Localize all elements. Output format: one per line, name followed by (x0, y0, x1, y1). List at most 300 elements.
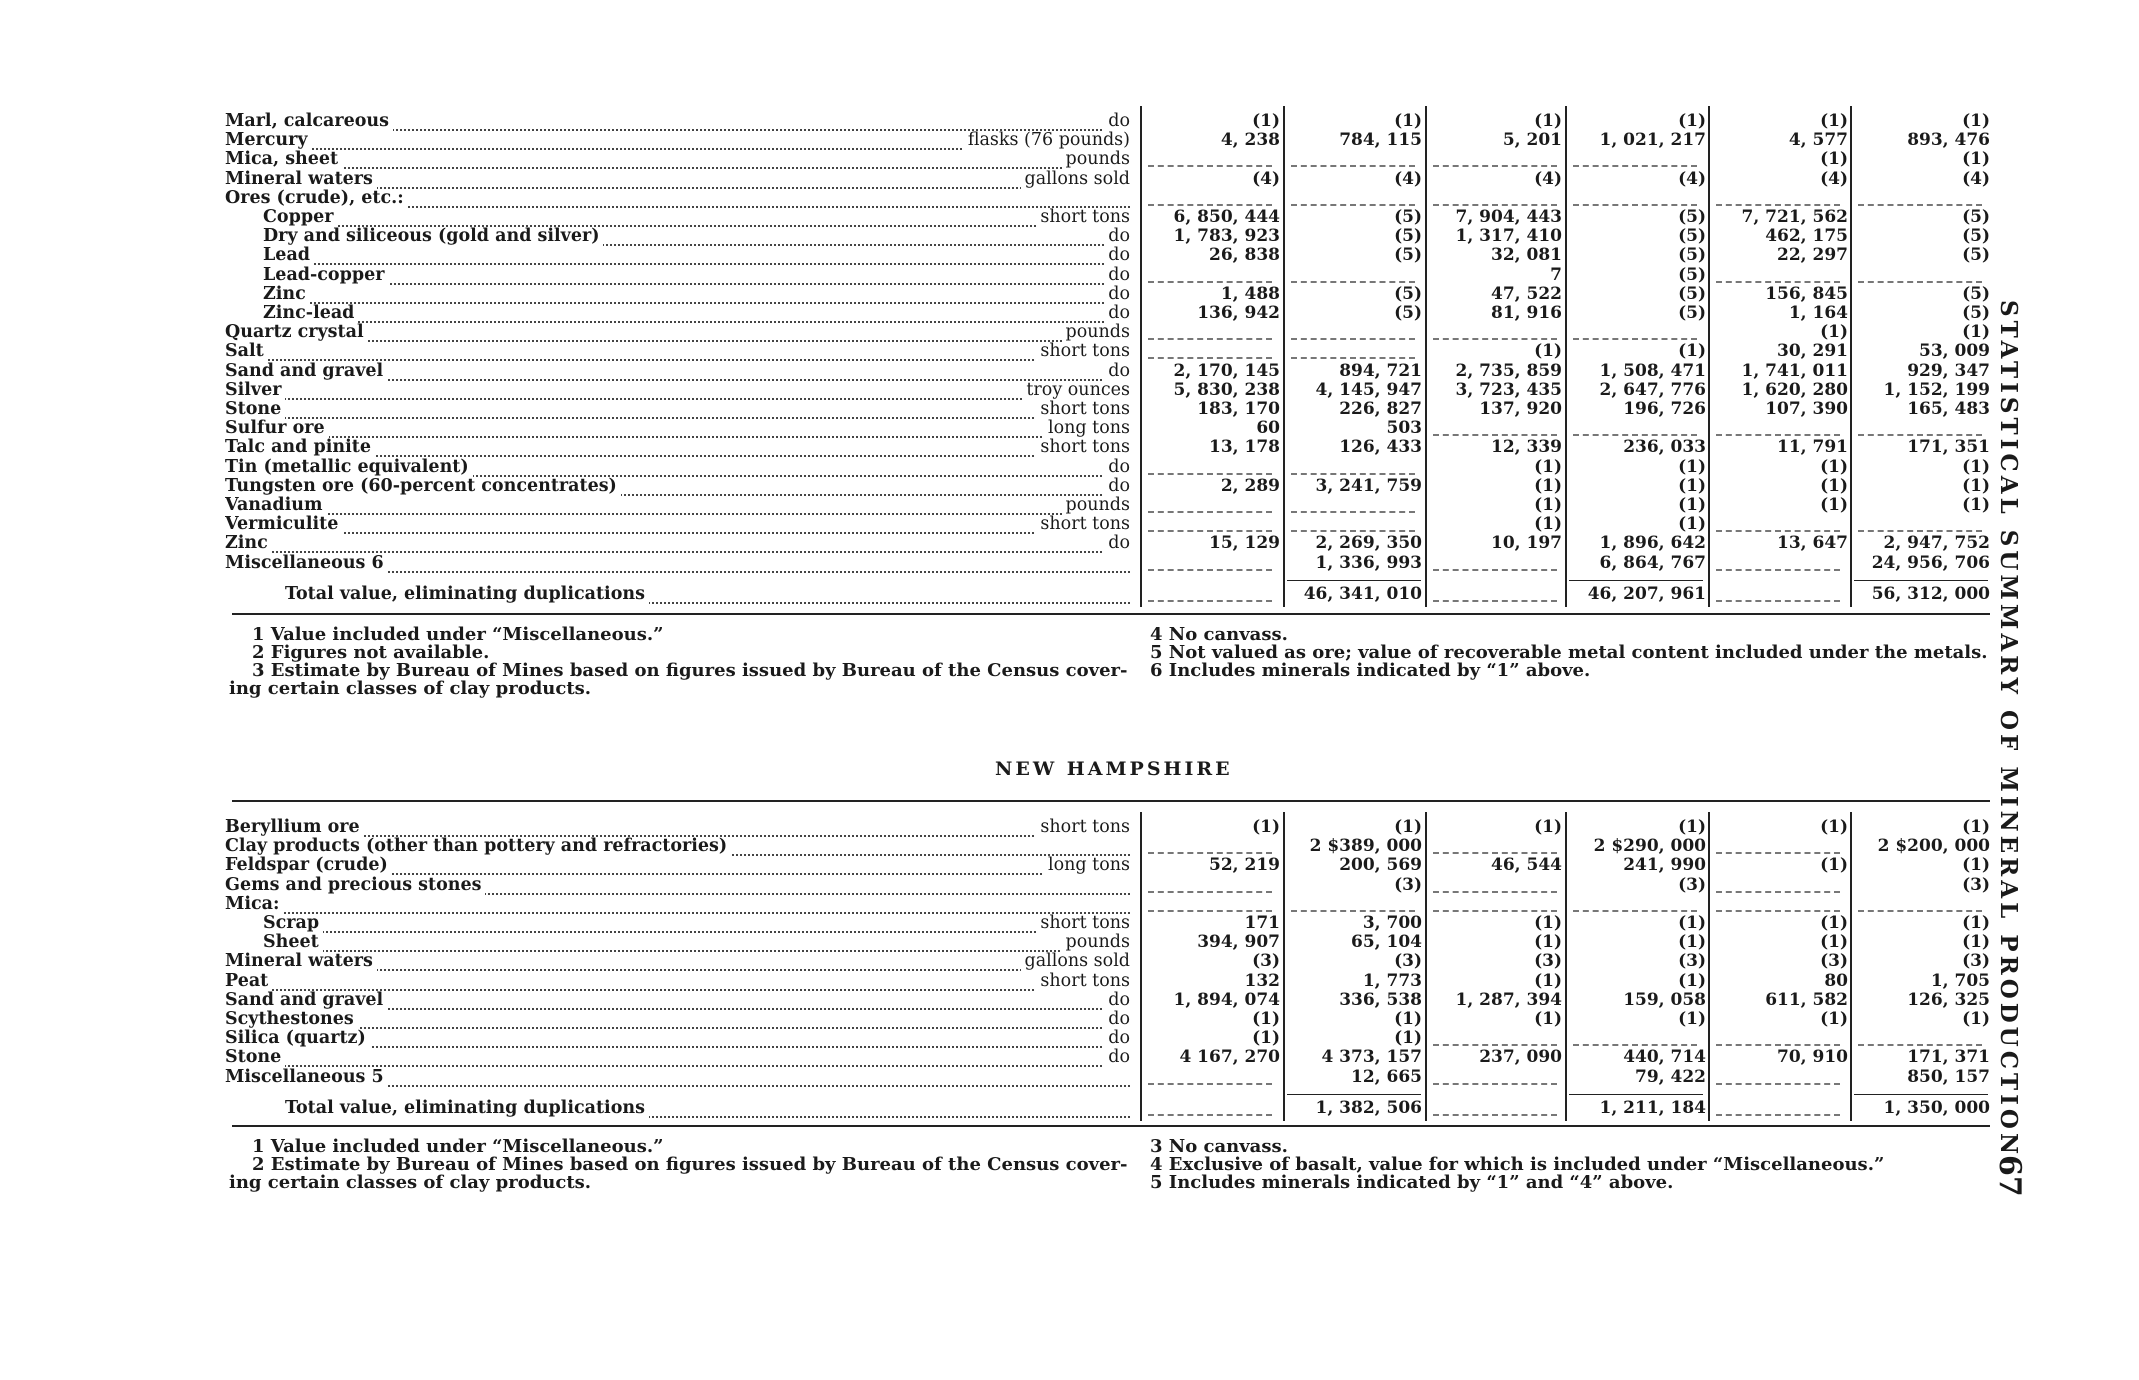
table-cell: 7, 721, 562 (1741, 207, 1848, 227)
leader-dots (225, 895, 1130, 914)
table-cell: 2 $290, 000 (1593, 836, 1706, 857)
sum-rule (1854, 580, 1988, 582)
row-label: Gems and precious stones (225, 876, 485, 895)
table-cell: (1) (1678, 495, 1706, 515)
table-cell: 196, 726 (1623, 399, 1706, 419)
table-row (225, 972, 2000, 991)
table-cell: (3) (1962, 951, 1990, 972)
leader-dots (225, 150, 1130, 169)
table-cell: 12, 665 (1351, 1066, 1422, 1087)
table-row (225, 534, 2000, 553)
total-cell: 46, 207, 961 (1587, 583, 1706, 604)
table-cell: 24, 956, 706 (1871, 552, 1990, 573)
table-cell: (1) (1534, 514, 1562, 535)
table-cell: 784, 115 (1339, 130, 1422, 151)
leader-dots (263, 304, 1130, 323)
total-cell: 56, 312, 000 (1871, 583, 1990, 604)
table-cell: 12, 339 (1491, 437, 1562, 458)
table-cell: 126, 433 (1339, 437, 1422, 458)
table-cell: 171 (1244, 913, 1280, 933)
table-cell: 156, 845 (1765, 283, 1848, 304)
table-cell: (1) (1678, 932, 1706, 953)
table-cell: 893, 476 (1907, 130, 1990, 151)
table-cell: 2, 170, 145 (1173, 360, 1280, 381)
table-cell: 611, 582 (1765, 989, 1848, 1010)
footnote: 5 Not valued as ore; value of recoverable metal content included under the metals. (1150, 641, 1988, 663)
table-rule (232, 800, 1990, 802)
row-label: Silica (quartz) (225, 1029, 370, 1048)
table-row (225, 837, 2000, 856)
row-label: Sand and gravel (225, 991, 387, 1010)
leader-dots (263, 914, 1130, 933)
row-label: Marl, calcareous (225, 112, 393, 131)
table-cell: (5) (1962, 283, 1990, 304)
sum-rule (1569, 580, 1703, 582)
table-cell: (1) (1962, 322, 1990, 343)
empty-cell-dashes (1433, 600, 1557, 604)
table-cell: (1) (1820, 855, 1848, 876)
column-divider (1850, 812, 1852, 1121)
total-row (225, 585, 2000, 604)
table-cell: (1) (1678, 514, 1706, 535)
table-cell: 1, 894, 074 (1173, 989, 1280, 1010)
table-row (225, 458, 2000, 477)
table-row (225, 952, 2000, 971)
table-cell: 26, 838 (1209, 245, 1280, 266)
table-cell: 10, 197 (1491, 533, 1562, 554)
table-cell: (1) (1252, 111, 1280, 131)
table-cell: 70, 910 (1777, 1047, 1848, 1068)
footnote: 5 Includes minerals indicated by “1” and “4” above. (1150, 1171, 1674, 1193)
table-row (225, 895, 2000, 914)
table-cell: (5) (1962, 207, 1990, 227)
row-unit: pounds (1062, 933, 1130, 952)
table-cell: (4) (1678, 168, 1706, 189)
table-cell: (3) (1962, 874, 1990, 895)
row-unit: do (1104, 477, 1130, 496)
table-cell: 336, 538 (1339, 989, 1422, 1010)
row-label: Tin (metallic equivalent) (225, 458, 473, 477)
table-cell: (1) (1820, 932, 1848, 953)
leader-dots (225, 496, 1130, 515)
row-label: Zinc (263, 285, 310, 304)
leader-dots (263, 246, 1130, 265)
row-unit: do (1104, 246, 1130, 265)
sum-rule (1854, 1094, 1988, 1096)
leader-dots (225, 972, 1130, 991)
empty-cell-dashes (1148, 569, 1272, 573)
row-unit: short tons (1036, 972, 1130, 991)
table-rule (232, 613, 1990, 615)
row-unit: pounds (1062, 323, 1130, 342)
table-cell: 32, 081 (1491, 245, 1562, 266)
table-cell: 136, 942 (1197, 303, 1280, 323)
table-cell: (1) (1534, 913, 1562, 933)
table-cell: (5) (1678, 207, 1706, 227)
table-row (225, 554, 2000, 573)
row-label: Mica, sheet (225, 150, 342, 169)
table-cell: 1, 508, 471 (1599, 360, 1706, 381)
empty-cell-dashes (1716, 1114, 1840, 1118)
table-cell: (4) (1252, 168, 1280, 189)
empty-cell-dashes (1148, 600, 1272, 604)
table-cell: 5, 201 (1502, 130, 1562, 151)
table-cell: (5) (1394, 207, 1422, 227)
table-cell: (1) (1252, 1028, 1280, 1049)
table-cell: (1) (1534, 341, 1562, 362)
leader-dots (263, 266, 1130, 285)
row-unit: do (1104, 458, 1130, 477)
table-cell: 79, 422 (1635, 1066, 1706, 1087)
row-label: Scythestones (225, 1010, 358, 1029)
row-label: Miscellaneous 6 (225, 554, 388, 573)
row-unit: flasks (76 pounds) (964, 131, 1130, 150)
table-cell: 171, 351 (1907, 437, 1990, 458)
table-cell: (1) (1678, 1009, 1706, 1029)
row-unit: do (1104, 285, 1130, 304)
table-cell: 2, 269, 350 (1315, 533, 1422, 554)
column-divider (1565, 812, 1567, 1121)
table-cell: 22, 297 (1777, 245, 1848, 266)
row-label: Salt (225, 342, 268, 361)
table-row (225, 914, 2000, 933)
leader-dots (225, 419, 1130, 438)
leader-dots (225, 381, 1130, 400)
row-label: Peat (225, 972, 272, 991)
column-divider (1850, 106, 1852, 607)
table-cell: 1, 164 (1788, 303, 1848, 323)
column-divider (1425, 106, 1427, 607)
table-cell: 1, 896, 642 (1599, 533, 1706, 554)
table-cell: 53, 009 (1919, 341, 1990, 362)
table-cell: (3) (1820, 951, 1848, 972)
footnote: 4 Exclusive of basalt, value for which is included under “Miscellaneous.” (1150, 1153, 1885, 1175)
row-label: Vanadium (225, 496, 327, 515)
row-unit: do (1104, 227, 1130, 246)
table-cell: (1) (1962, 817, 1990, 837)
table-row (225, 266, 2000, 285)
table-cell: 6, 850, 444 (1173, 207, 1280, 227)
table-cell: (3) (1678, 951, 1706, 972)
row-label: Tungsten ore (60-percent concentrates) (225, 477, 621, 496)
table-cell: (1) (1962, 855, 1990, 876)
row-label: Dry and siliceous (gold and silver) (263, 227, 603, 246)
sum-rule (1287, 580, 1421, 582)
table-cell: (5) (1394, 226, 1422, 247)
column-divider (1708, 106, 1710, 607)
table-cell: 132 (1244, 970, 1280, 991)
footnote: 3 No canvass. (1150, 1135, 1288, 1157)
table-cell: (1) (1678, 913, 1706, 933)
leader-dots (225, 342, 1130, 361)
row-label: Mineral waters (225, 170, 377, 189)
table-cell: (1) (1820, 456, 1848, 477)
empty-cell-dashes (1716, 600, 1840, 604)
table-cell: 2, 947, 752 (1883, 533, 1990, 554)
row-unit: short tons (1036, 400, 1130, 419)
table-cell: 241, 990 (1623, 855, 1706, 876)
table-row (225, 381, 2000, 400)
row-unit: do (1104, 362, 1130, 381)
table-cell: 1, 620, 280 (1741, 379, 1848, 400)
total-cell: 46, 341, 010 (1303, 583, 1422, 604)
sum-rule (1569, 1094, 1703, 1096)
table-cell: 4, 238 (1220, 130, 1280, 151)
leader-dots (263, 285, 1130, 304)
row-label: Quartz crystal (225, 323, 368, 342)
table-cell: 60 (1256, 418, 1280, 439)
table-cell: 200, 569 (1339, 855, 1422, 876)
footnote: ing certain classes of clay products. (229, 677, 592, 699)
table-cell: 7, 904, 443 (1455, 207, 1562, 227)
row-label: Clay products (other than pottery and refractories) (225, 837, 731, 856)
column-divider (1283, 812, 1285, 1121)
row-label: Mineral waters (225, 952, 377, 971)
leader-dots (225, 534, 1130, 553)
table-cell: 1, 488 (1220, 283, 1280, 304)
table-row (225, 112, 2000, 131)
table-row (225, 400, 2000, 419)
table-cell: 47, 522 (1491, 283, 1562, 304)
table-cell: (1) (1820, 475, 1848, 496)
row-unit: short tons (1036, 208, 1130, 227)
table-cell: 2, 647, 776 (1599, 379, 1706, 400)
total-label: Total value, eliminating duplications (285, 585, 649, 604)
table-cell: (1) (1534, 456, 1562, 477)
row-unit: do (1104, 304, 1130, 323)
table-cell: (1) (1394, 1028, 1422, 1049)
table-cell: (5) (1678, 264, 1706, 285)
leader-dots (263, 933, 1130, 952)
table-row (225, 362, 2000, 381)
table-cell: (1) (1962, 913, 1990, 933)
row-unit: short tons (1036, 438, 1130, 457)
table-cell: (3) (1678, 874, 1706, 895)
table-cell: 4, 577 (1788, 130, 1848, 151)
table-row (225, 131, 2000, 150)
footnote: ing certain classes of clay products. (229, 1171, 592, 1193)
table-cell: (1) (1534, 111, 1562, 131)
table-cell: (1) (1820, 495, 1848, 515)
table-cell: 137, 920 (1479, 399, 1562, 419)
row-label: Beryllium ore (225, 818, 364, 837)
table-cell: 13, 647 (1777, 533, 1848, 554)
sum-rule (1287, 1094, 1421, 1096)
table-cell: (1) (1820, 817, 1848, 837)
table-cell: 11, 791 (1777, 437, 1848, 458)
row-unit: gallons sold (1021, 170, 1131, 189)
table-cell: 929, 347 (1907, 360, 1990, 381)
table-row (225, 477, 2000, 496)
table-cell: 2 $389, 000 (1309, 836, 1422, 857)
table-cell: (1) (1534, 495, 1562, 515)
empty-cell-dashes (1433, 1114, 1557, 1118)
footnote: 2 Estimate by Bureau of Mines based on figures issued by Bureau of the Census cover- (252, 1153, 1128, 1175)
table-cell: 4, 145, 947 (1315, 379, 1422, 400)
table-cell: (5) (1678, 283, 1706, 304)
table-cell: 80 (1824, 970, 1848, 991)
section-title-new-hampshire: NEW HAMPSHIRE (995, 758, 1233, 780)
table-cell: (5) (1394, 245, 1422, 266)
row-label: Sulfur ore (225, 419, 329, 438)
table-row (225, 1029, 2000, 1048)
column-divider (1708, 812, 1710, 1121)
row-label: Zinc (225, 534, 272, 553)
table-row (225, 1068, 2000, 1087)
footnote: 1 Value included under “Miscellaneous.” (252, 1135, 664, 1157)
leader-dots (263, 208, 1130, 227)
table-cell: 52, 219 (1209, 855, 1280, 876)
table-cell: (1) (1678, 970, 1706, 991)
table-cell: (1) (1534, 970, 1562, 991)
row-label: Mica: (225, 895, 283, 914)
row-unit: pounds (1062, 496, 1130, 515)
table-cell: 6, 864, 767 (1599, 552, 1706, 573)
page-number: 67 (1992, 1155, 2027, 1197)
empty-cell-dashes (1433, 1083, 1557, 1087)
table-row (225, 933, 2000, 952)
total-label: Total value, eliminating duplications (285, 1099, 649, 1118)
row-unit: short tons (1036, 342, 1130, 361)
empty-cell-dashes (1716, 569, 1840, 573)
table-cell: (1) (1820, 149, 1848, 170)
leader-dots (225, 515, 1130, 534)
running-header-side-title: STATISTICAL SUMMARY OF MINERAL PRODUCTION (1995, 300, 2022, 1158)
table-cell: 237, 090 (1479, 1047, 1562, 1068)
row-unit: gallons sold (1021, 952, 1131, 971)
row-label: Mercury (225, 131, 312, 150)
empty-cell-dashes (1433, 569, 1557, 573)
table-row (225, 856, 2000, 875)
row-unit: pounds (1062, 150, 1130, 169)
table-cell: 1, 783, 923 (1173, 226, 1280, 247)
table-row (225, 227, 2000, 246)
row-label: Copper (263, 208, 337, 227)
row-label: Vermiculite (225, 515, 342, 534)
table-row (225, 323, 2000, 342)
leader-dots (225, 1010, 1130, 1029)
table-cell: 1, 773 (1362, 970, 1422, 991)
table-cell: 3, 241, 759 (1315, 475, 1422, 496)
table-cell: (1) (1962, 495, 1990, 515)
footnote: 3 Estimate by Bureau of Mines based on figures issued by Bureau of the Census cover- (252, 659, 1128, 681)
table-cell: (1) (1678, 456, 1706, 477)
table-cell: (3) (1394, 874, 1422, 895)
row-label: Lead-copper (263, 266, 388, 285)
table-cell: (4) (1962, 168, 1990, 189)
table-cell: (4) (1534, 168, 1562, 189)
row-label: Feldspar (crude) (225, 856, 392, 875)
table-cell: 183, 170 (1197, 399, 1280, 419)
table-cell: 850, 157 (1907, 1066, 1990, 1087)
table-cell: (3) (1394, 951, 1422, 972)
table-cell: (5) (1962, 303, 1990, 323)
table-cell: 462, 175 (1765, 226, 1848, 247)
table-cell: 3, 700 (1362, 913, 1422, 933)
table-cell: 440, 714 (1623, 1047, 1706, 1068)
table-row (225, 246, 2000, 265)
table-row (225, 991, 2000, 1010)
row-unit: do (1104, 534, 1130, 553)
table-cell: 13, 178 (1209, 437, 1280, 458)
total-row (225, 1099, 2000, 1118)
table-row (225, 438, 2000, 457)
table-cell: 1, 287, 394 (1455, 989, 1562, 1010)
footnote: 1 Value included under “Miscellaneous.” (252, 623, 664, 645)
table-cell: 894, 721 (1339, 360, 1422, 381)
table-cell: (3) (1252, 951, 1280, 972)
table-row (225, 515, 2000, 534)
row-label: Scrap (263, 914, 323, 933)
row-label: Talc and pinite (225, 438, 375, 457)
table-row (225, 342, 2000, 361)
row-label: Sheet (263, 933, 323, 952)
row-unit: short tons (1036, 818, 1130, 837)
row-unit: short tons (1036, 515, 1130, 534)
table-cell: 171, 371 (1907, 1047, 1990, 1068)
column-divider (1425, 812, 1427, 1121)
table-row (225, 1048, 2000, 1067)
row-label: Sand and gravel (225, 362, 387, 381)
table-cell: (1) (1678, 817, 1706, 837)
table-cell: 4 167, 270 (1179, 1047, 1280, 1068)
row-unit: do (1104, 266, 1130, 285)
table-cell: 1, 152, 199 (1883, 379, 1990, 400)
row-label: Lead (263, 246, 314, 265)
table-row (225, 304, 2000, 323)
table-cell: 2, 735, 859 (1455, 360, 1562, 381)
table-row (225, 1010, 2000, 1029)
row-label: Ores (crude), etc.: (225, 189, 408, 208)
leader-dots (225, 1048, 1130, 1067)
table-cell: (1) (1962, 475, 1990, 496)
table-row (225, 285, 2000, 304)
table-cell: (1) (1534, 1009, 1562, 1029)
table-cell: (1) (1962, 149, 1990, 170)
row-unit: long tons (1044, 856, 1130, 875)
table-cell: 394, 907 (1197, 932, 1280, 953)
row-label: Stone (225, 400, 285, 419)
table-cell: (1) (1820, 1009, 1848, 1029)
table-cell: (1) (1678, 341, 1706, 362)
table-cell: 5, 830, 238 (1173, 379, 1280, 400)
table-cell: 3, 723, 435 (1455, 379, 1562, 400)
row-label: Silver (225, 381, 285, 400)
total-cell: 1, 382, 506 (1315, 1097, 1422, 1118)
table-cell: 46, 544 (1491, 855, 1562, 876)
table-cell: (5) (1394, 283, 1422, 304)
table-row (225, 419, 2000, 438)
row-unit: do (1104, 1029, 1130, 1048)
table-cell: 126, 325 (1907, 989, 1990, 1010)
empty-cell-dashes (1148, 1114, 1272, 1118)
total-cell: 1, 211, 184 (1599, 1097, 1706, 1118)
table-cell: (3) (1534, 951, 1562, 972)
table-cell: (1) (1252, 817, 1280, 837)
table-cell: (1) (1678, 111, 1706, 131)
row-label: Miscellaneous 5 (225, 1068, 388, 1087)
row-unit: short tons (1036, 914, 1130, 933)
table-cell: (1) (1252, 1009, 1280, 1029)
table-row (225, 818, 2000, 837)
table-cell: 165, 483 (1907, 399, 1990, 419)
table-cell: (1) (1394, 111, 1422, 131)
column-divider (1283, 106, 1285, 607)
table-cell: (1) (1534, 817, 1562, 837)
table-cell: 1, 317, 410 (1455, 226, 1562, 247)
table-cell: (1) (1394, 817, 1422, 837)
table-cell: 226, 827 (1339, 399, 1422, 419)
